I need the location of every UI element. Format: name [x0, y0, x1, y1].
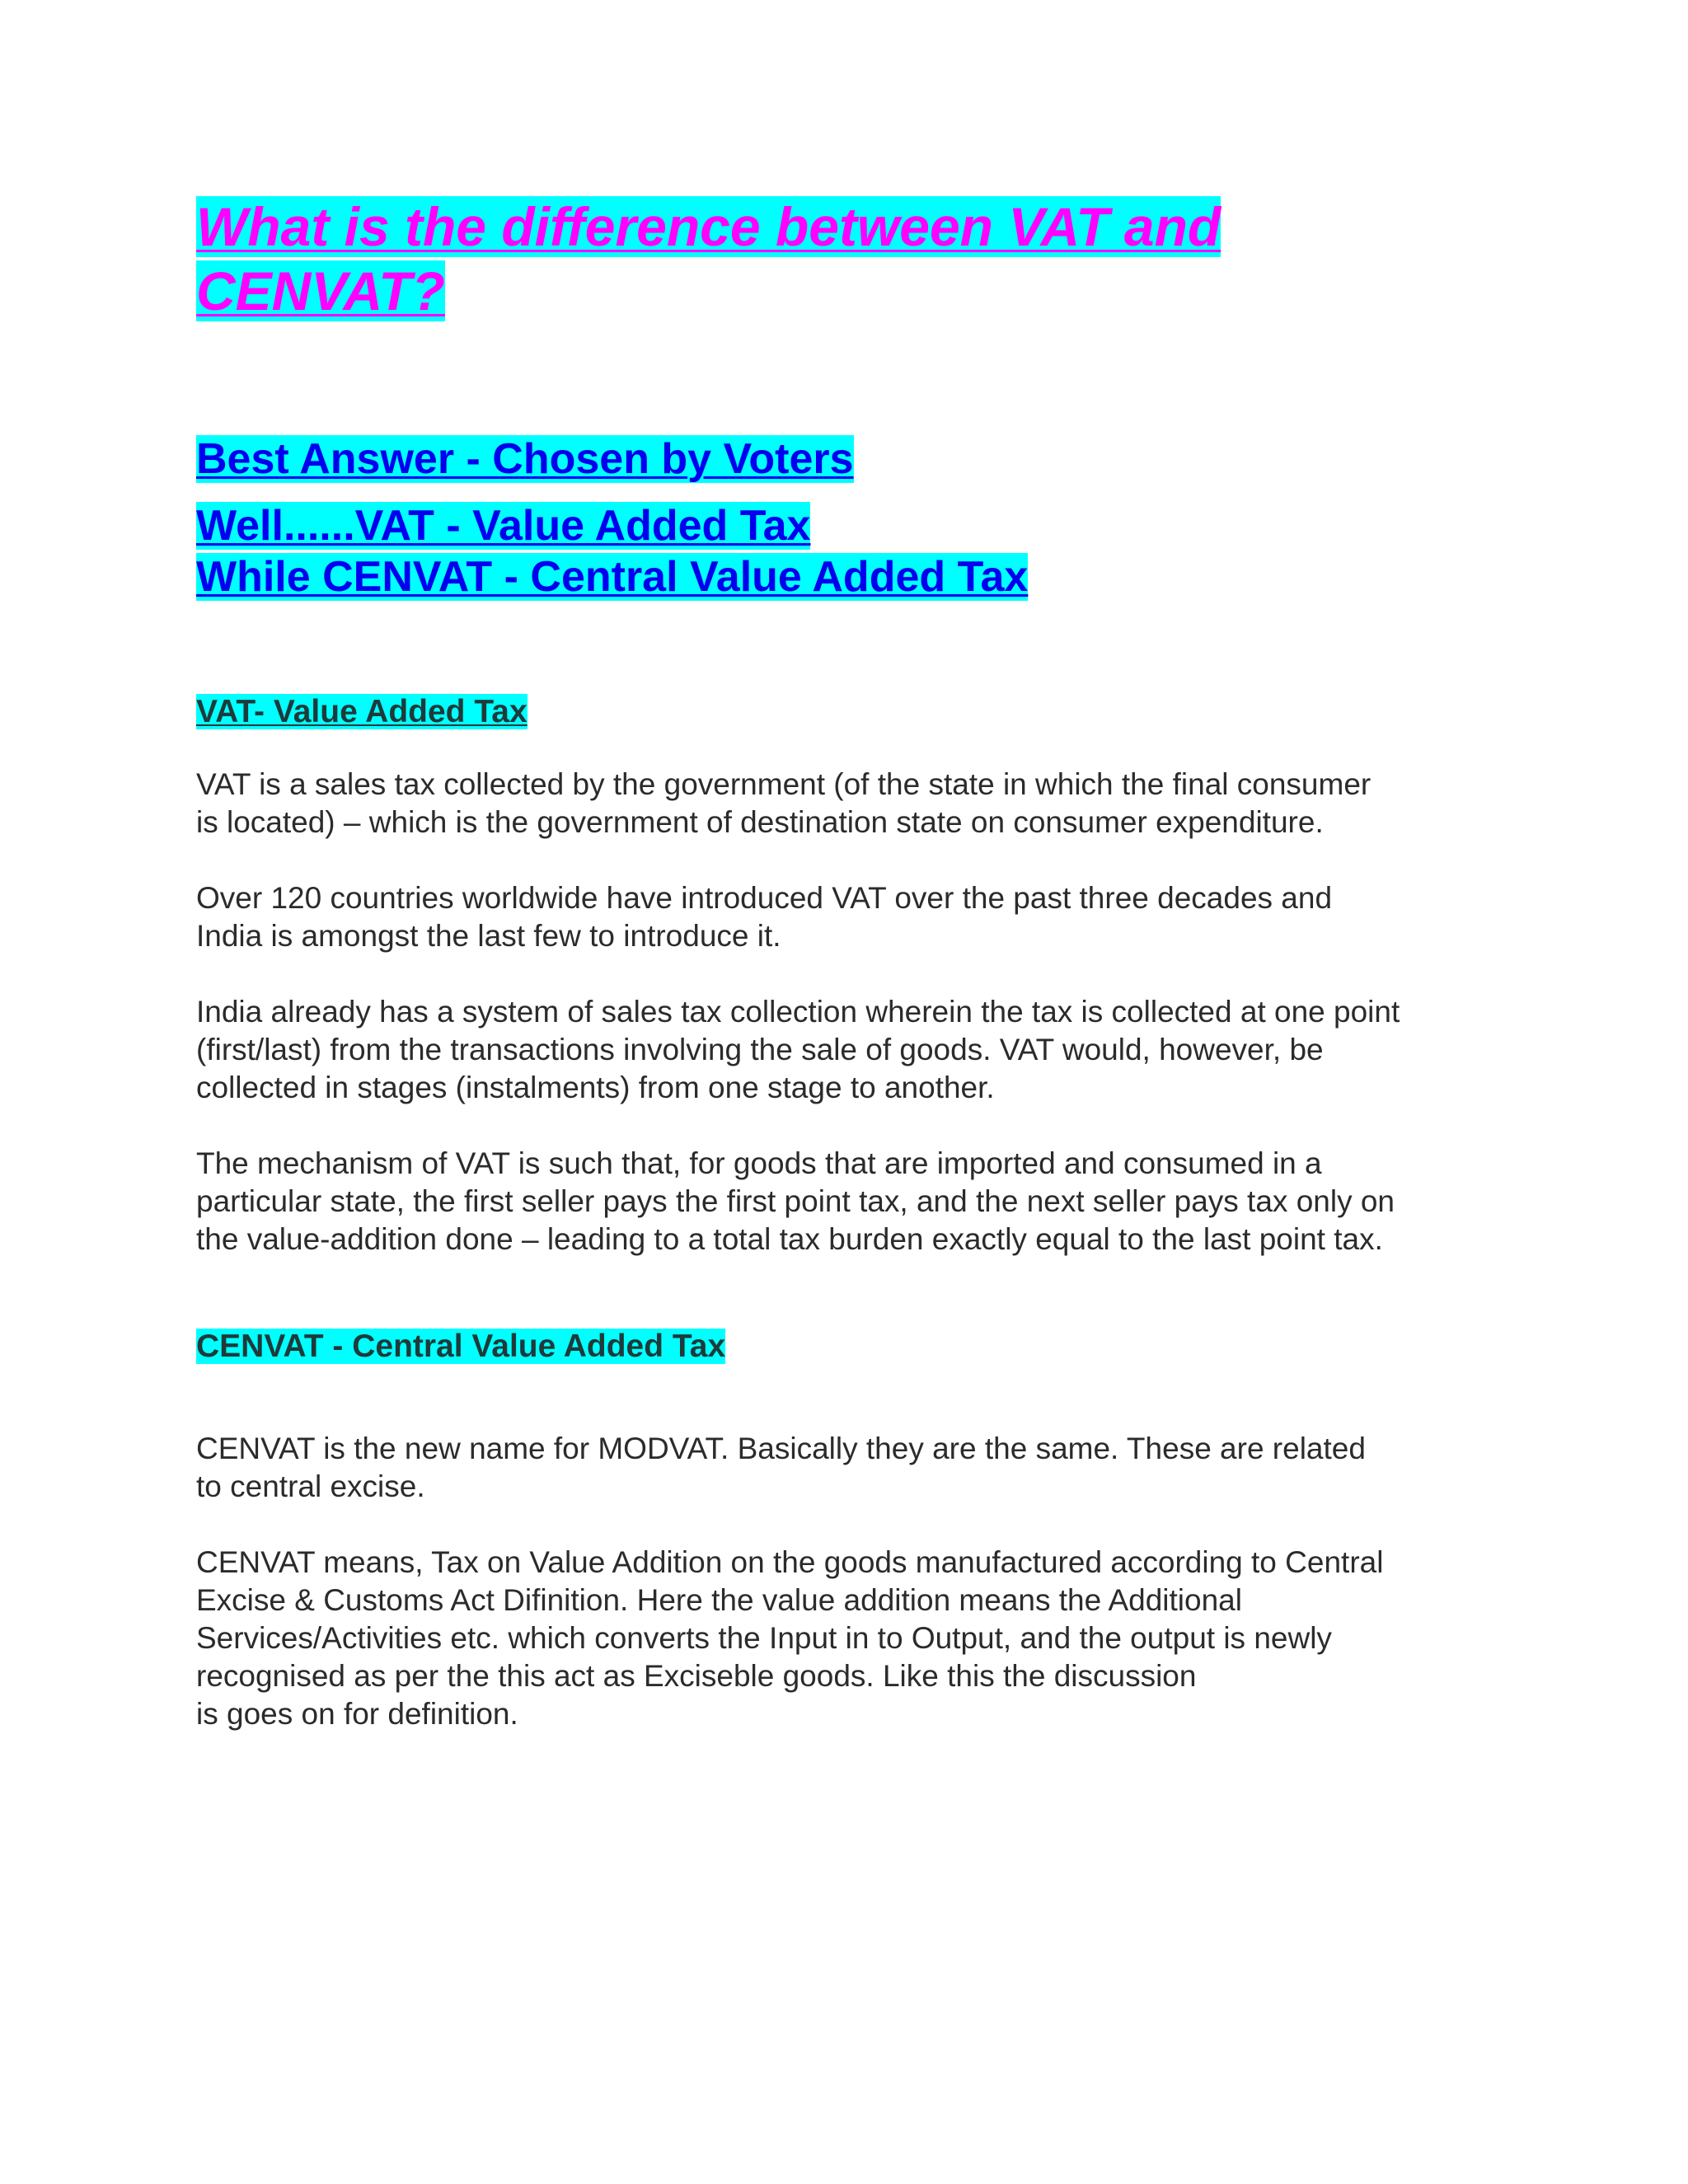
cenvat-section-heading-text: CENVAT - Central Value Added Tax [196, 1329, 726, 1364]
title-line-1: What is the difference between VAT and [196, 196, 1221, 257]
cenvat-paragraph: CENVAT is the new name for MODVAT. Basically they are the same. These are related to central excise. [196, 1432, 1366, 1503]
best-answer-label-text: Best Answer - Chosen by Voters [196, 435, 854, 483]
page-title [196, 194, 1268, 323]
best-answer-block [196, 434, 1515, 602]
answer-line-vat-text: Well......VAT - Value Added Tax [196, 502, 811, 550]
vat-section-body [196, 766, 1515, 1258]
vat-paragraph: The mechanism of VAT is such that, for goods that are imported and consumed in a particular state, the first seller pays the first point tax, and the next seller pays tax only on the value-addition done – leading to a total tax burden exactly equal to the last point tax. [196, 1146, 1395, 1256]
vat-paragraph: VAT is a sales tax collected by the government (of the state in which the final consumer is located) – which is the government of destination state on consumer expenditure. [196, 767, 1372, 839]
cenvat-section-heading [196, 1328, 1515, 1366]
cenvat-section-body [196, 1430, 1515, 1733]
best-answer-label [196, 434, 1515, 485]
document-page [196, 194, 1515, 1733]
answer-line-vat [196, 500, 1515, 551]
vat-section-heading [196, 693, 1515, 731]
cenvat-paragraph: CENVAT means, Tax on Value Addition on the goods manufactured according to Central Excise & Customs Act Difinition. Here the value addition means the Additional Services/Activities etc. which converts the Input in to Output, and the output is newly recognised as per the this act as Exciseble goods. Like this the discussion is goes on for definition. [196, 1545, 1384, 1731]
answer-line-cenvat [196, 551, 1515, 602]
title-line-2: CENVAT? [196, 260, 445, 321]
vat-paragraph: Over 120 countries worldwide have introduced VAT over the past three decades and India is amongst the last few to introduce it. [196, 881, 1333, 953]
vat-paragraph: India already has a system of sales tax collection wherein the tax is collected at one point (first/last) from the transactions involving the sale of goods. VAT would, however, be collected in stages (instalments) from one stage to another. [196, 995, 1400, 1104]
vat-section-heading-text: VAT- Value Added Tax [196, 694, 528, 729]
answer-line-cenvat-text: While CENVAT - Central Value Added Tax [196, 553, 1029, 601]
